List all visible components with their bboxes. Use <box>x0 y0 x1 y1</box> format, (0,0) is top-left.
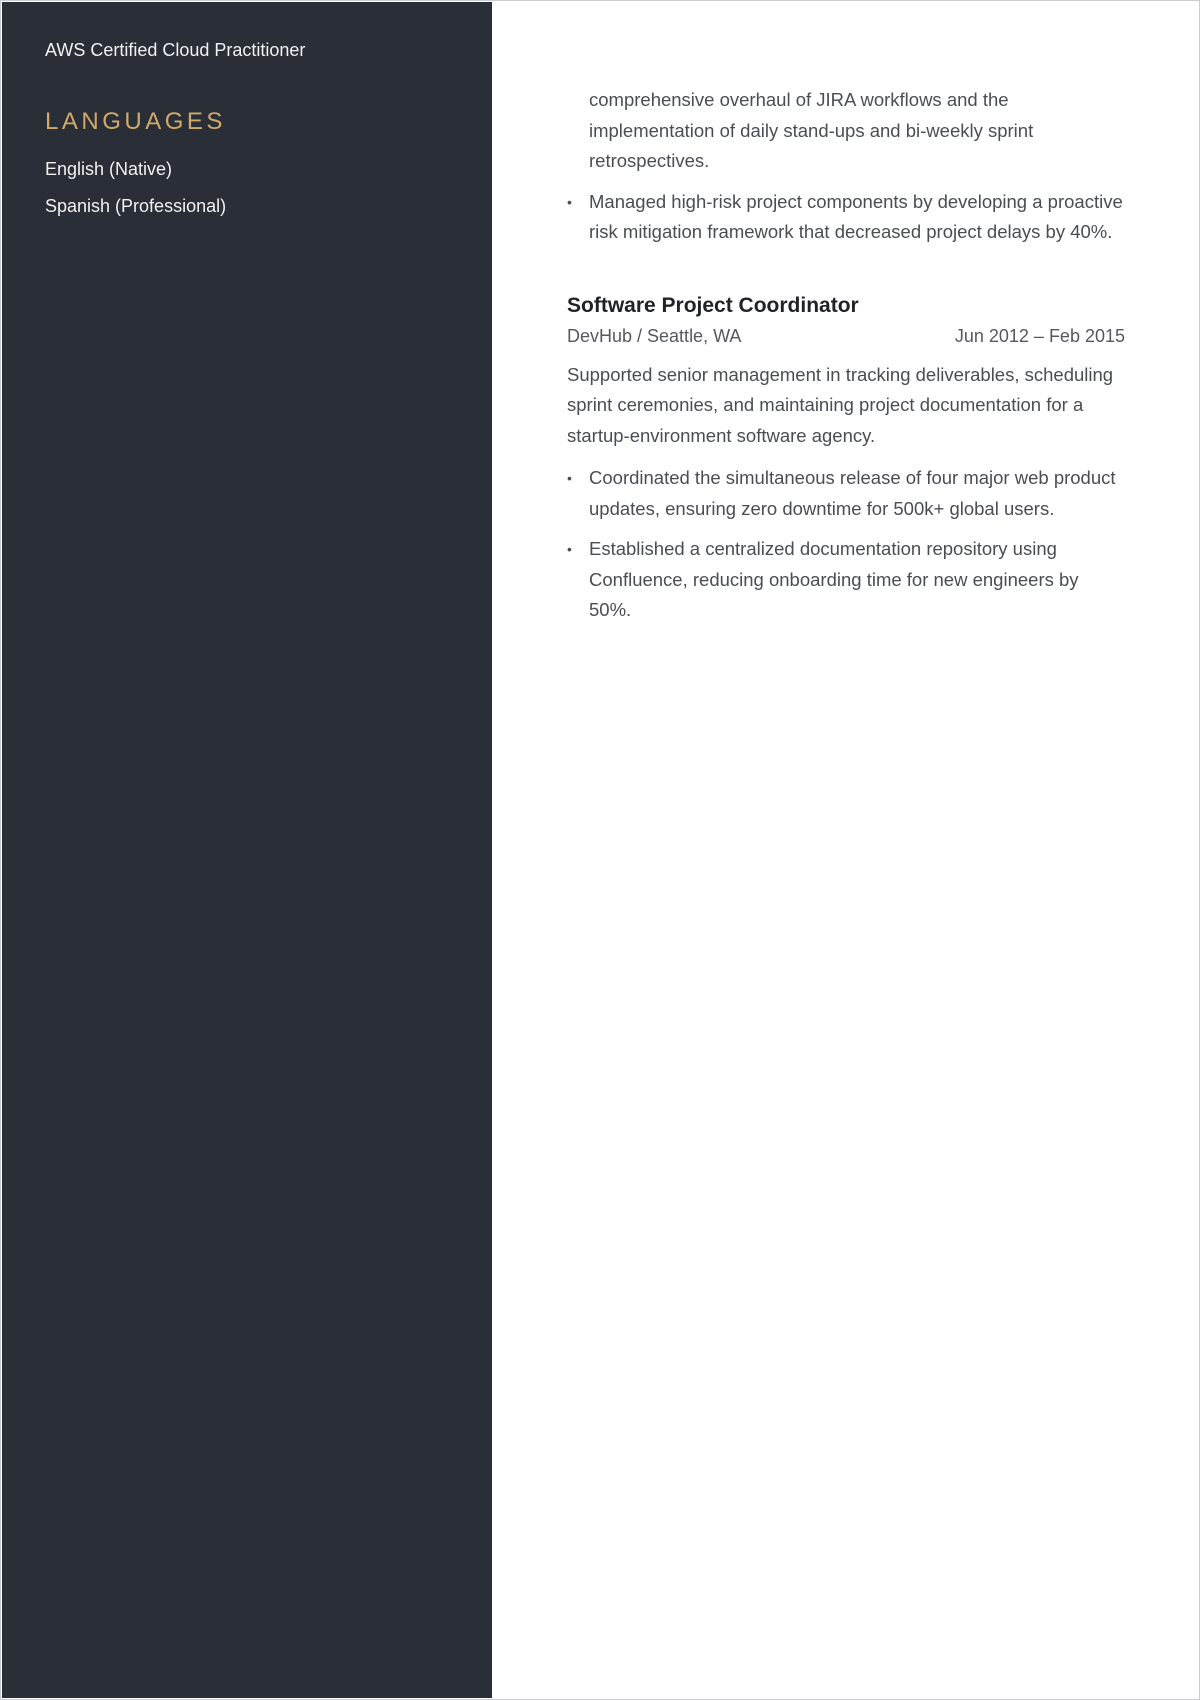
language-item: Spanish (Professional) <box>45 196 227 216</box>
bullet-dot-icon: • <box>567 193 572 210</box>
sidebar <box>2 2 492 1698</box>
bullet-dot-icon: • <box>567 470 572 486</box>
job-summary: Supported senior management in tracking deliverables, scheduling sprint ceremonies, and maintaining project documentation for a startup-environment software agency. <box>567 363 1114 446</box>
bullet-item <box>567 187 1125 248</box>
languages-heading: LANGUAGES <box>45 108 226 135</box>
job-meta <box>567 325 1125 347</box>
job-company-location: DevHub / Seattle, WA <box>567 325 742 346</box>
bullet-dot-icon: • <box>567 541 572 557</box>
job-title: Software Project Coordinator <box>567 293 859 317</box>
bullet-item <box>567 534 1125 626</box>
languages-list <box>45 157 226 231</box>
bullet-continued <box>567 85 1125 177</box>
language-item: English (Native) <box>45 159 173 179</box>
job-bullets <box>567 463 1125 626</box>
job-entry <box>567 293 1125 626</box>
bullet-text: Managed high-risk project components by developing a proactive risk mitigation framework that decreased project delays by 40%. <box>589 190 1123 242</box>
bullet-text: Coordinated the simultaneous release of four major web product updates, ensuring zero downtime for 500k+ global users. <box>589 467 1116 519</box>
previous-job-bullets <box>567 85 1125 248</box>
job-dates: Jun 2012 – Feb 2015 <box>954 325 1125 346</box>
certification-item: AWS Certified Cloud Practitioner <box>45 40 306 60</box>
bullet-item <box>567 463 1125 524</box>
bullet-text: Established a centralized documentation repository using Confluence, reducing onboarding time for new engineers by 50%. <box>589 538 1079 620</box>
bullet-text: comprehensive overhaul of JIRA workflows and the implementation of daily stand-ups and bi-weekly sprint retrospectives. <box>589 89 1034 171</box>
main-content <box>567 85 1125 626</box>
